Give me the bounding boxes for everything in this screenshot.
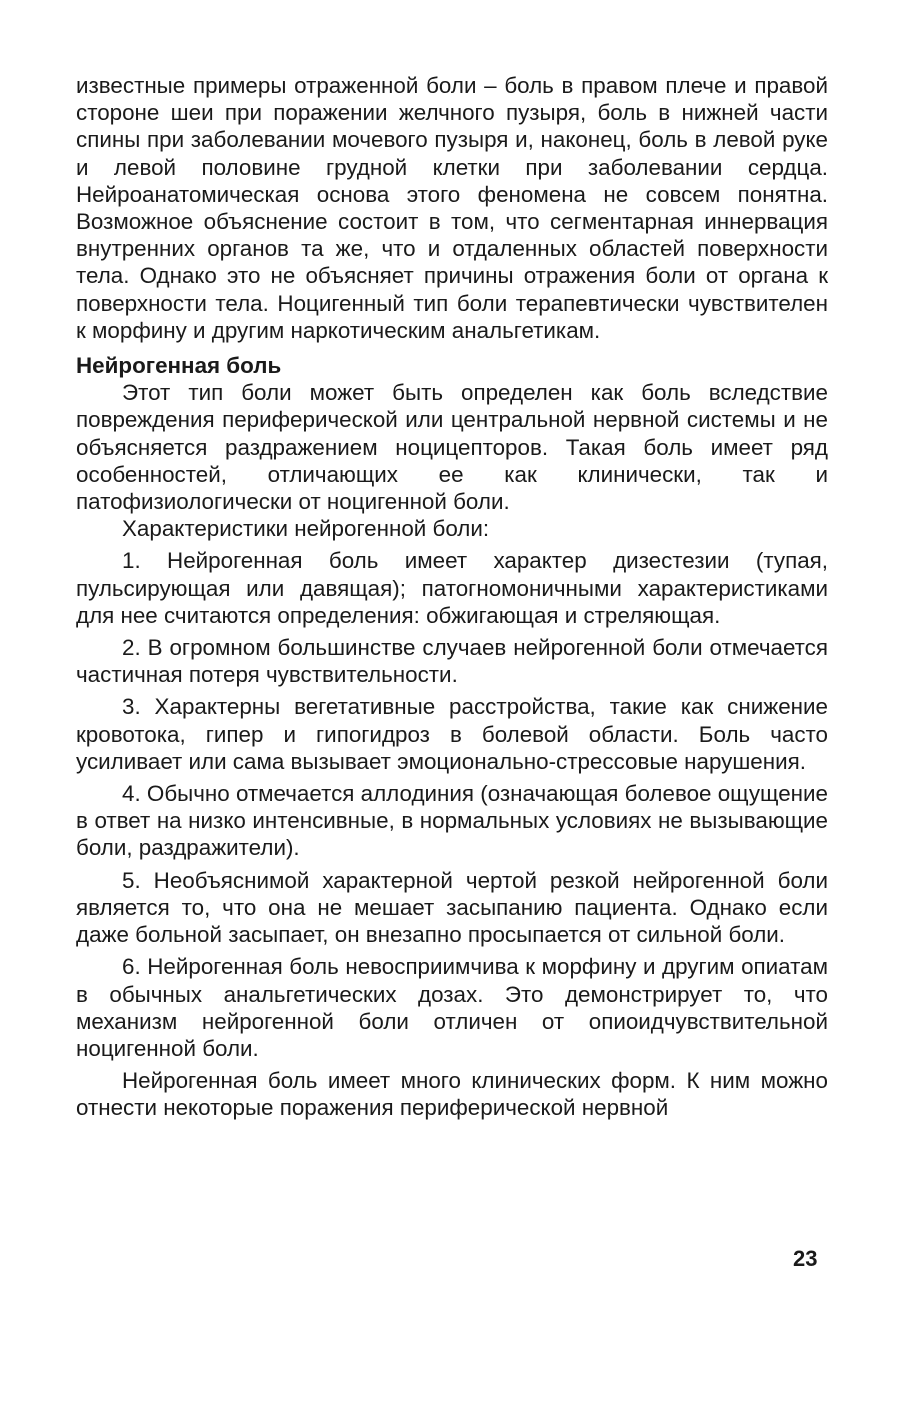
list-intro: Характеристики нейрогенной боли: <box>122 516 490 542</box>
final-paragraph: Нейрогенная боль имеет много клинических форм. К ним можно отнести некоторые поражения периферической нервной <box>76 1068 828 1121</box>
list-item-6: 6. Нейрогенная боль невосприимчива к морфину и другим опиатам в обычных анальгетических дозах. Это демонстрирует то, что механизм нейрогенной боли отличен от опиоидчувствительной ноцигенной боли. <box>76 954 828 1061</box>
list-item-2: 2. В огромном большинстве случаев нейрогенной боли отмечается частичная потеря чувствительности. <box>76 635 828 688</box>
list-item-5: 5. Необъяснимой характерной чертой резкой нейрогенной боли является то, что она не мешает засыпанию пациента. Однако если даже больной засыпает, он внезапно просыпается от сильной боли. <box>76 867 828 948</box>
page-number: 23 <box>793 1246 818 1271</box>
page-body <box>76 72 828 1122</box>
definition-paragraph: Этот тип боли может быть определен как боль вследствие повреждения периферической или центральной нервной системы и не объясняется раздражением ноцицепторов. Такая боль имеет ряд особенностей, отличающих ее как клинически, так и патофизиологически от ноцигенной боли. <box>76 380 828 515</box>
list-item-1: 1. Нейрогенная боль имеет характер дизестезии (тупая, пульсирующая или давящая); патогномоничными характеристиками для нее считаются определения: обжигающая и стреляющая. <box>76 548 828 628</box>
intro-paragraph: известные примеры отраженной боли – боль в правом плече и правой стороне шеи при поражении желчного пузыря, боль в нижней части спины при заболевании мочевого пузыря и, наконец, боль в левой руке и левой половине грудной клетки при заболевании сердца. Нейроанатомическая основа этого феномена не совсем понятна. Возможное объяснение состоит в том, что сегментарная иннервация внутренних органов та же, что и отдаленных областей поверхности тела. Однако это не объясняет причины отражения боли от органа к поверхности тела. Ноцигенный тип боли терапевтически чувствителен к морфину и другим наркотическим анальгетикам. <box>76 73 828 343</box>
list-item-4: 4. Обычно отмечается аллодиния (означающая болевое ощущение в ответ на низко интенсивные, в нормальных условиях не вызывающие боли, раздражители). <box>76 781 828 861</box>
section-heading: Нейрогенная боль <box>76 353 282 379</box>
list-item-3: 3. Характерны вегетативные расстройства, такие как снижение кровотока, гипер и гипогидроз в болевой области. Боль часто усиливает или сама вызывает эмоционально-стрессовые нарушения. <box>76 694 828 774</box>
